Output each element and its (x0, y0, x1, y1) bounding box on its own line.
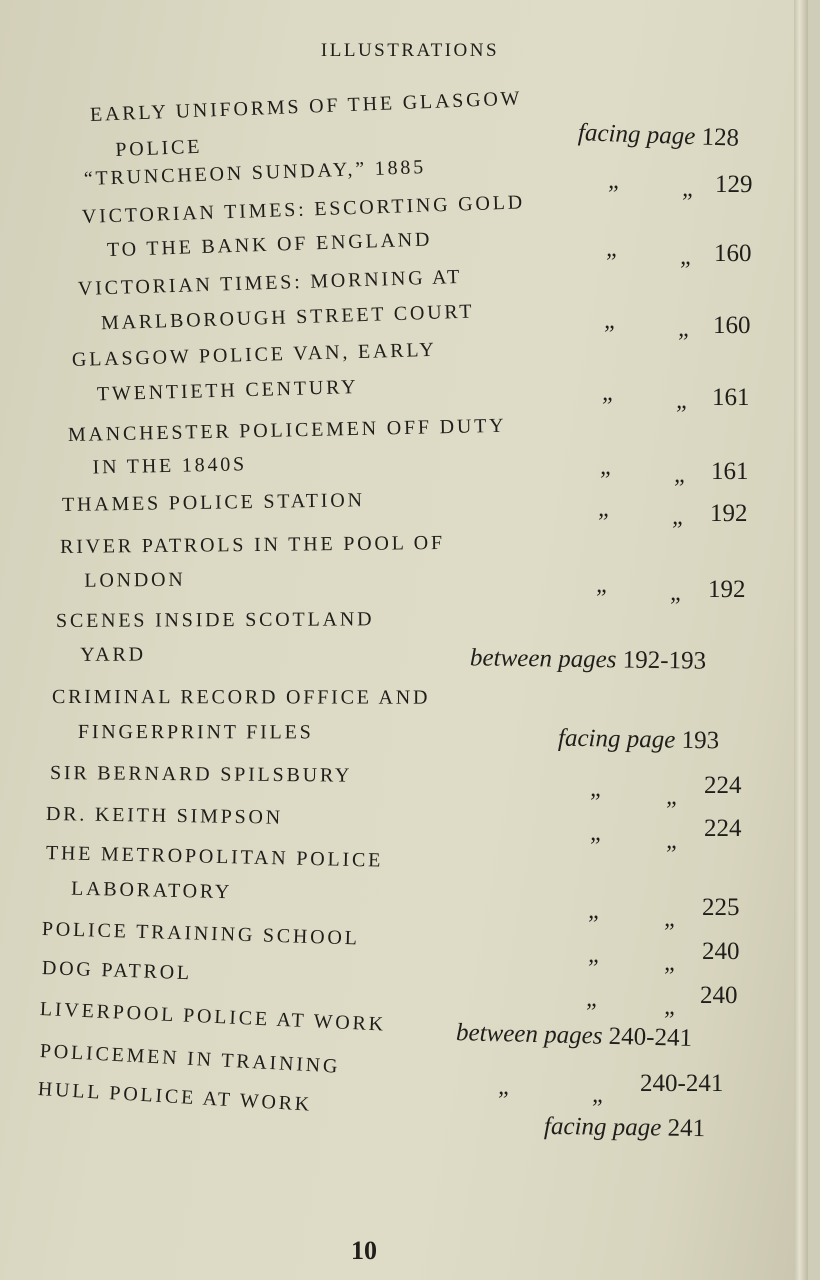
entry-title-cont: MARLBOROUGH STREET COURT (100, 300, 475, 335)
entry-title: MANCHESTER POLICEMEN OFF DUTY (67, 414, 507, 446)
page-number: 225 (702, 894, 740, 921)
ditto-mark: „ (590, 820, 604, 846)
entry-title: HULL POLICE AT WORK (37, 1078, 313, 1116)
entry-title: EARLY UNIFORMS OF THE GLASGOW (89, 87, 523, 126)
ref-label: facing page (577, 119, 696, 151)
page-number: 192 (708, 576, 746, 603)
ref-label: between pages (469, 644, 617, 674)
ditto-mark: „ (588, 898, 602, 924)
ditto-mark: „ (590, 776, 604, 802)
page-number: 224 (704, 815, 742, 842)
ditto-mark: „ (664, 994, 678, 1020)
entry-title: POLICE TRAINING SCHOOL (41, 918, 361, 950)
page-folio: 10 (351, 1236, 377, 1265)
ditto-mark: „ (592, 1082, 606, 1108)
page-reference (558, 725, 720, 756)
page-number: 128 (701, 123, 740, 152)
entry-title-cont: FINGERPRINT FILES (77, 721, 314, 744)
ditto-mark: „ (674, 462, 688, 488)
page-edge (794, 0, 808, 1280)
ditto-mark: „ (498, 1074, 512, 1100)
ditto-mark: „ (600, 454, 614, 480)
entry-title-cont: IN THE 1840S (92, 453, 248, 479)
ditto-mark: „ (666, 828, 680, 854)
entry-title: THE METROPOLITAN POLICE (45, 842, 384, 872)
entry-title: VICTORIAN TIMES: MORNING AT (77, 265, 463, 300)
entry-title-cont: LONDON (84, 568, 186, 592)
page-reference (578, 119, 740, 153)
page-number: 161 (712, 384, 750, 411)
page-reference (470, 644, 706, 675)
page-number: 160 (714, 240, 752, 267)
entry-title: “TRUNCHEON SUNDAY,” 1885 (83, 156, 427, 190)
ditto-mark: „ (666, 784, 680, 810)
page-number: 192-193 (622, 646, 707, 675)
entry-title: DOG PATROL (41, 957, 193, 985)
entry-title-cont: POLICE (114, 135, 203, 162)
entry-title: SCENES INSIDE SCOTLAND (55, 608, 375, 632)
entry-title-cont: TO THE BANK OF ENGLAND (106, 228, 433, 262)
entry-title-cont: YARD (80, 643, 146, 666)
ditto-mark: „ (672, 504, 686, 530)
ditto-mark: „ (670, 580, 684, 606)
ditto-mark: „ (598, 496, 612, 522)
page-heading: ILLUSTRATIONS (320, 40, 500, 61)
ditto-mark: „ (664, 906, 678, 932)
entry-title: DR. KEITH SIMPSON (45, 803, 284, 829)
page-number: 224 (704, 772, 742, 799)
entry-title-cont: LABORATORY (70, 877, 233, 904)
ditto-mark: „ (664, 950, 678, 976)
page-number: 241 (667, 1114, 706, 1143)
page-number: 240 (702, 938, 740, 965)
page-reference (544, 1113, 705, 1143)
ditto-mark: „ (602, 380, 616, 406)
page-number: 192 (710, 500, 748, 527)
ditto-mark: „ (682, 176, 696, 202)
entry-title-cont: TWENTIETH CENTURY (96, 376, 359, 406)
ref-label: between pages (455, 1019, 603, 1050)
entry-title: POLICEMEN IN TRAINING (39, 1040, 341, 1078)
ditto-mark: „ (588, 942, 602, 968)
entry-title: SIR BERNARD SPILSBURY (49, 762, 353, 787)
entry-title: RIVER PATROLS IN THE POOL OF (59, 531, 446, 558)
ref-label: facing page (557, 724, 676, 754)
page-reference (456, 1019, 693, 1053)
ditto-mark: „ (608, 168, 622, 194)
entry-title: VICTORIAN TIMES: ESCORTING GOLD (81, 191, 526, 228)
ditto-mark: „ (586, 986, 600, 1012)
page-number: 240 (700, 982, 738, 1009)
entry-title: LIVERPOOL POLICE AT WORK (39, 998, 387, 1036)
page-number: 160 (713, 312, 751, 339)
entry-title: THAMES POLICE STATION (61, 489, 365, 516)
page-number: 193 (681, 726, 720, 755)
entry-title: CRIMINAL RECORD OFFICE AND (51, 686, 431, 709)
ref-label: facing page (543, 1112, 662, 1142)
ditto-mark: „ (596, 572, 610, 598)
page-number: 161 (711, 458, 749, 485)
page-number: 240-241 (608, 1022, 693, 1052)
page-number: 129 (715, 171, 753, 198)
ditto-mark: „ (606, 236, 620, 262)
ditto-mark: „ (604, 308, 618, 334)
ditto-mark: „ (676, 388, 690, 414)
page-number: 240-241 (640, 1070, 724, 1097)
entry-title: GLASGOW POLICE VAN, EARLY (71, 338, 437, 371)
ditto-mark: „ (678, 316, 692, 342)
ditto-mark: „ (680, 244, 694, 270)
